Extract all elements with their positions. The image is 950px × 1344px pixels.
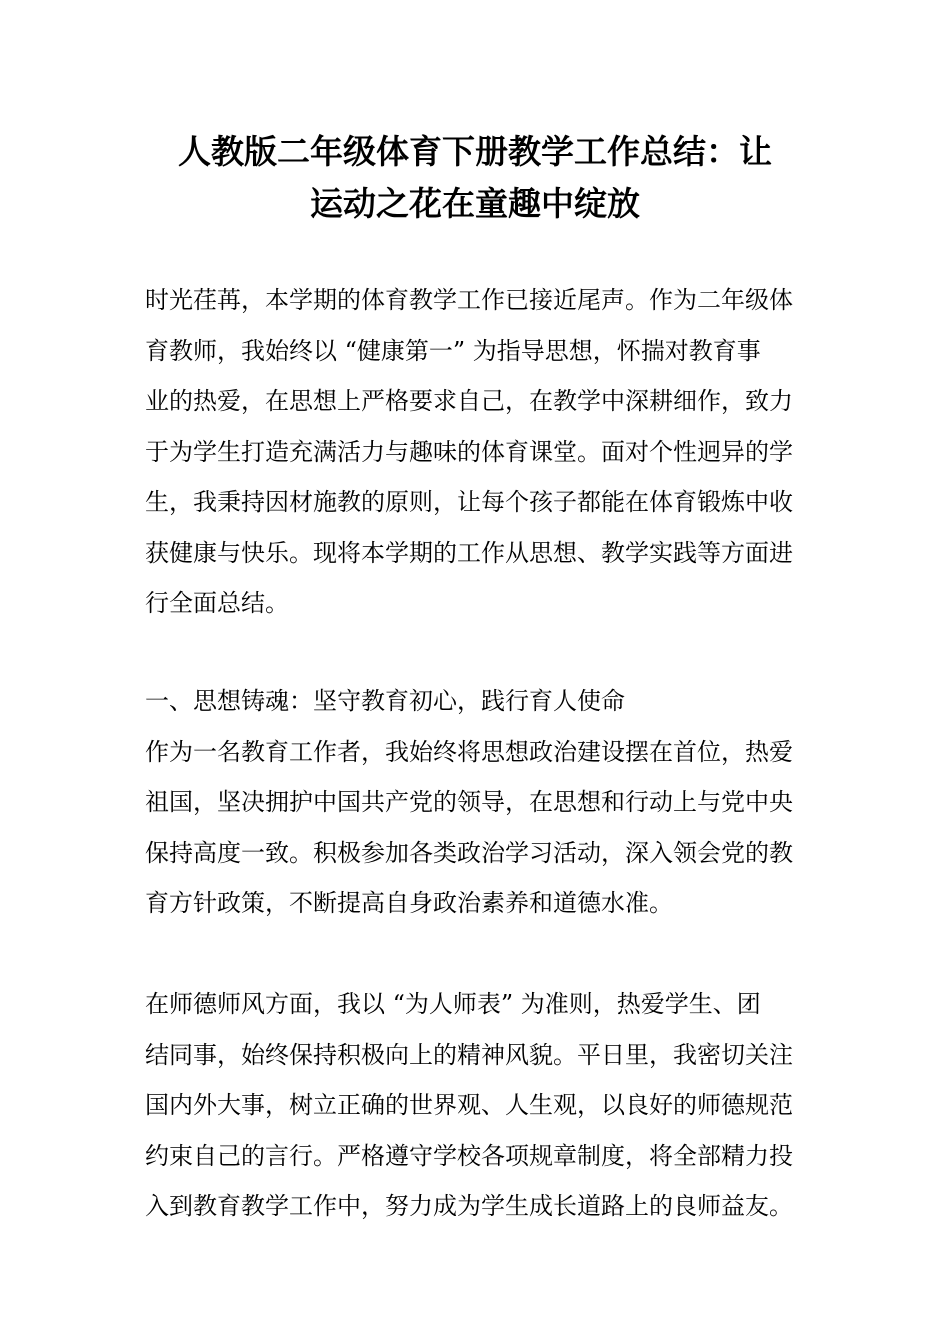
title-line: 运动之花在童趣中绽放 [310, 184, 640, 223]
text-line: 业的热爱，在思想上严格要求自己，在教学中深耕细作，致力 [145, 387, 793, 415]
intro-paragraph [145, 275, 815, 629]
text-line: 祖国，坚决拥护中国共产党的领导，在思想和行动上与党中央 [145, 788, 793, 816]
title-line: 人教版二年级体育下册教学工作总结：让 [178, 132, 772, 171]
text-line: 获健康与快乐。现将本学期的工作从思想、教学实践等方面进 [145, 538, 793, 567]
text-line: 国内外大事，树立正确的世界观、人生观，以良好的师德规范 [145, 1091, 793, 1119]
text-line: 行全面总结。 [145, 589, 289, 617]
text-line: 在师德师风方面，我以 “为人师表” 为准则，热爱学生、团 [145, 990, 761, 1018]
text-line: 育方针政策，不断提高自身政治素养和道德水准。 [145, 889, 673, 917]
text-line: 约束自己的言行。严格遵守学校各项规章制度，将全部精力投 [145, 1141, 793, 1170]
text-line: 保持高度一致。积极参加各类政治学习活动，深入领会党的教 [145, 838, 793, 867]
section-heading: 一、思想铸魂：坚守教育初心，践行育人使命 [145, 687, 625, 715]
text-line: 入到教育教学工作中，努力成为学生成长道路上的良师益友。 [145, 1192, 793, 1220]
text-line: 结同事，始终保持积极向上的精神风貌。平日里，我密切关注 [145, 1040, 793, 1069]
text-line: 于为学生打造充满活力与趣味的体育课堂。面对个性迥异的学 [145, 437, 793, 466]
section-1-paragraph-2 [145, 979, 815, 1232]
text-line: 育教师，我始终以 “健康第一” 为指导思想，怀揣对教育事 [145, 336, 761, 365]
section-1 [145, 676, 815, 929]
text-line: 生，我秉持因材施教的原则，让每个孩子都能在体育锻炼中收 [145, 488, 793, 516]
text-line: 作为一名教育工作者，我始终将思想政治建设摆在首位，热爱 [145, 737, 793, 766]
text-line: 时光荏苒，本学期的体育教学工作已接近尾声。作为二年级体 [145, 286, 793, 314]
document-title [120, 126, 830, 230]
